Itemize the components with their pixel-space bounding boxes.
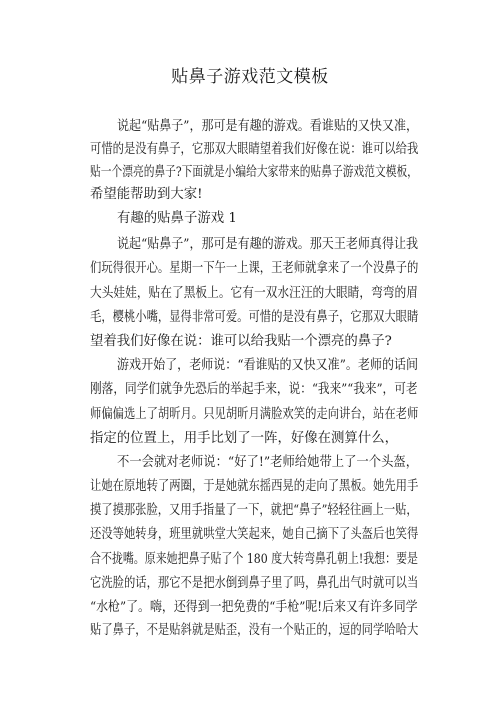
paragraph-line: 不一会就对老师说：“好了!”老师给她带上了一个头盔， [117, 455, 419, 470]
paragraph-line: 刚落，同学们就争先恐后的举起手来，说：“我来”“我来”，可老 [90, 382, 418, 397]
paragraph-line: 大头娃娃，贴在了黑板上。它有一双水汪汪的大眼睛，弯弯的眉 [90, 286, 418, 301]
paragraph-line: 让她在原地转了两圈，于是她就东摇西晃的走向了黑板。她先用手 [90, 479, 419, 494]
paragraph-line: 毛，樱桃小嘴，显得非常可爱。可惜的是没有鼻子，它那双大眼睛 [90, 310, 419, 325]
paragraph-line: “水枪”了。嗨，还得到一把免费的“手枪”呢!后来又有许多同学 [90, 600, 418, 615]
paragraph-line: 望着我们好像在说：谁可以给我贴一个漂亮的鼻子? [90, 334, 392, 349]
paragraph-line: 贴一个漂亮的鼻子?下面就是小编给大家带来的贴鼻子游戏范文模板， [90, 165, 418, 180]
paragraph-line: 游戏开始了，老师说：“看谁贴的又快又准”。老师的话间 [117, 358, 419, 373]
document-title: 贴鼻子游戏范文模板 [171, 67, 329, 87]
paragraph-line: 还没等她转身，班里就哄堂大笑起来，她自己摘下了头盔后也笑得 [90, 527, 419, 542]
paragraph-line: 们玩得很开心。星期一下午一上课，王老师就拿来了一个没鼻子的 [90, 261, 419, 276]
paragraph-line: 希望能帮助到大家! [90, 187, 203, 202]
paragraph-line: 说起“贴鼻子”，那可是有趣的游戏。看谁贴的又快又准， [117, 119, 419, 134]
paragraph-line: 师偏偏选上了胡昕月。只见胡昕月满脸欢笑的走向讲台，站在老师 [90, 407, 419, 422]
paragraph-line: 可惜的是没有鼻子，它那双大眼睛望着我们好像在说：谁可以给我 [90, 142, 419, 157]
paragraph-line: 说起“贴鼻子”，那可是有趣的游戏。那天王老师真得让我 [117, 237, 419, 252]
paragraph-line: 它洗脸的话，那它不是把水倒到鼻子里了吗，鼻孔出气时就可以当 [90, 576, 419, 591]
paragraph-line: 指定的位置上，用手比划了一阵，好像在测算什么， [90, 431, 398, 446]
paragraph-line: 摸了摸那张脸，又用手指量了一下，就把“鼻子”轻轻往画上一贴， [90, 503, 418, 518]
paragraph-line: 有趣的贴鼻子游戏 1 [117, 211, 237, 226]
paragraph-line: 合不拢嘴。原来她把鼻子贴了个 180 度大转弯鼻孔朝上!我想：要是 [90, 552, 418, 567]
paragraph-line: 贴了鼻子，不是贴斜就是贴歪，没有一个贴正的，逗的同学哈哈大 [90, 623, 419, 638]
